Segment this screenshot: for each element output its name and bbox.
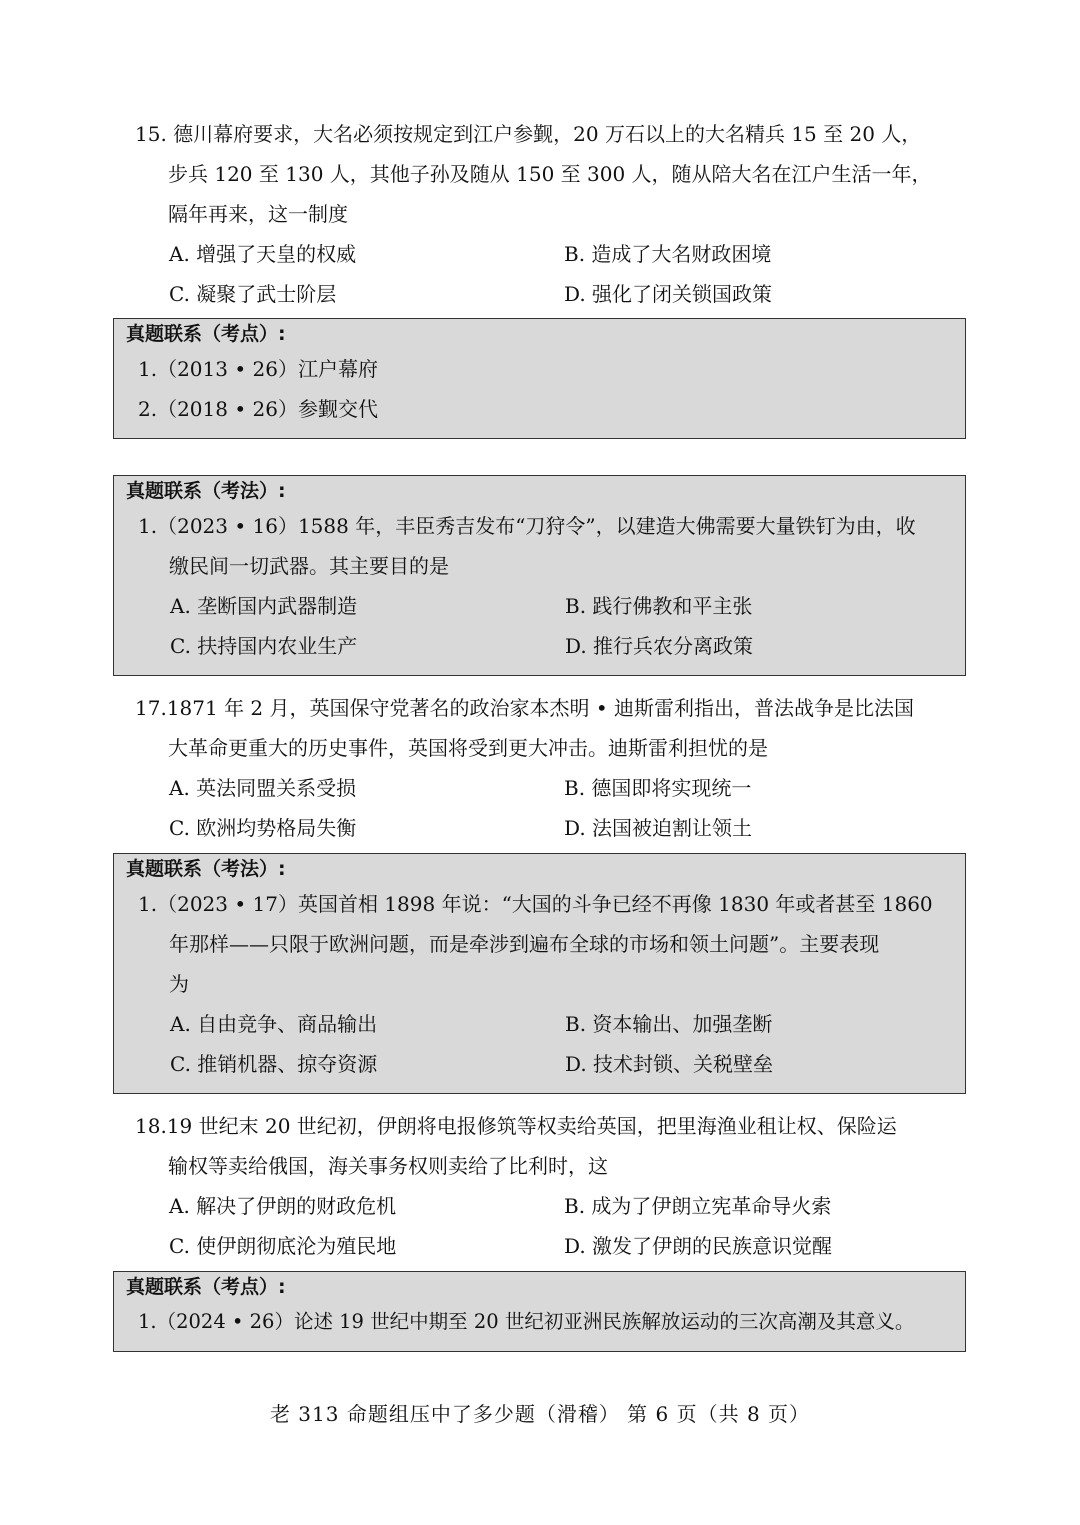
box-header: 真题联系（考法）: — [126, 858, 286, 880]
option-c: C. 推销机器、掠夺资源 — [170, 1052, 378, 1076]
box-header: 真题联系（考点）: — [126, 323, 286, 345]
related-exam-box-kaodian — [113, 318, 966, 439]
question-number: 15. — [135, 122, 167, 146]
box-item-line-1: 1.（2023 • 17）英国首相 1898 年说：“大国的斗争已经不再像 1830 年或者甚至 1860 — [138, 892, 933, 916]
options-row — [113, 274, 968, 314]
options-row — [113, 1186, 968, 1226]
option-a: A. 垄断国内武器制造 — [170, 594, 358, 618]
option-a: A. 自由竞争、商品输出 — [170, 1012, 378, 1036]
option-d: D. 激发了伊朗的民族意识觉醒 — [564, 1234, 833, 1258]
page-footer: 老 313 命题组压中了多少题（滑稽） 第 6 页（共 8 页） — [269, 1402, 811, 1426]
box-header: 真题联系（考点）: — [126, 1276, 286, 1298]
box-item: 2.（2018 • 26）参觐交代 — [138, 397, 378, 421]
question-15-line-1: 15. 德川幕府要求，大名必须按规定到江户参觐，20 万石以上的大名精兵 15 至 20 人， — [135, 122, 922, 146]
box-item: 1.（2013 • 26）江户幕府 — [138, 357, 378, 381]
question-17-line-2: 大革命更重大的历史事件，英国将受到更大冲击。迪斯雷利担忧的是 — [168, 736, 768, 760]
option-b: B. 践行佛教和平主张 — [565, 594, 753, 618]
question-15 — [113, 114, 968, 314]
related-exam-box-kaodian — [113, 1271, 966, 1352]
option-c: C. 扶持国内农业生产 — [170, 634, 358, 658]
option-d: D. 强化了闭关锁国政策 — [564, 282, 773, 306]
question-18 — [113, 1106, 968, 1266]
related-exam-box-kaofa — [113, 853, 966, 1094]
box-item-line-1: 1.（2023 • 16）1588 年，丰臣秀吉发布“刀狩令”，以建造大佛需要大量铁钉为由，收 — [138, 514, 916, 538]
option-c: C. 欧洲均势格局失衡 — [169, 816, 357, 840]
box-header: 真题联系（考法）: — [126, 480, 286, 502]
option-b: B. 德国即将实现统一 — [564, 776, 752, 800]
question-17-line-1: 17.1871 年 2 月，英国保守党著名的政治家本杰明 • 迪斯雷利指出，普法战争是比法国 — [135, 696, 915, 720]
options-row — [114, 626, 965, 666]
option-c: C. 凝聚了武士阶层 — [169, 282, 337, 306]
option-a: A. 解决了伊朗的财政危机 — [169, 1194, 397, 1218]
question-18-line-2: 输权等卖给俄国，海关事务权则卖给了比利时，这 — [168, 1154, 608, 1178]
option-c: C. 使伊朗彻底沦为殖民地 — [169, 1234, 397, 1258]
box-item: 1.（2024 • 26）论述 19 世纪中期至 20 世纪初亚洲民族解放运动的三次高潮及其意义。 — [138, 1310, 915, 1333]
option-a: A. 英法同盟关系受损 — [169, 776, 357, 800]
option-d: D. 法国被迫割让领土 — [564, 816, 753, 840]
options-row — [114, 1004, 965, 1044]
options-row — [113, 808, 968, 848]
options-row — [114, 586, 965, 626]
options-row — [113, 1226, 968, 1266]
option-b: B. 成为了伊朗立宪革命导火索 — [564, 1194, 832, 1218]
question-number: 17. — [135, 696, 167, 720]
box-item-line-2: 缴民间一切武器。其主要目的是 — [169, 554, 449, 578]
question-18-line-1: 18.19 世纪末 20 世纪初，伊朗将电报修筑等权卖给英国，把里海渔业租让权、保险运 — [135, 1114, 897, 1138]
question-number: 18. — [135, 1114, 167, 1138]
option-d: D. 推行兵农分离政策 — [565, 634, 754, 658]
question-15-line-2: 步兵 120 至 130 人，其他子孙及随从 150 至 300 人，随从陪大名在江户生活一年， — [168, 162, 932, 186]
option-d: D. 技术封锁、关税壁垒 — [565, 1052, 774, 1076]
option-a: A. 增强了天皇的权威 — [169, 242, 357, 266]
box-item-line-2: 年那样——只限于欧洲问题，而是牵涉到遍布全球的市场和领土问题”。主要表现 — [169, 932, 880, 956]
box-item-line-3: 为 — [169, 972, 189, 996]
question-17 — [113, 688, 968, 848]
related-exam-box-kaofa — [113, 475, 966, 676]
option-b: B. 资本输出、加强垄断 — [565, 1012, 773, 1036]
options-row — [113, 768, 968, 808]
option-b: B. 造成了大名财政困境 — [564, 242, 772, 266]
options-row — [114, 1044, 965, 1084]
options-row — [113, 234, 968, 274]
question-15-line-3: 隔年再来，这一制度 — [168, 202, 348, 226]
